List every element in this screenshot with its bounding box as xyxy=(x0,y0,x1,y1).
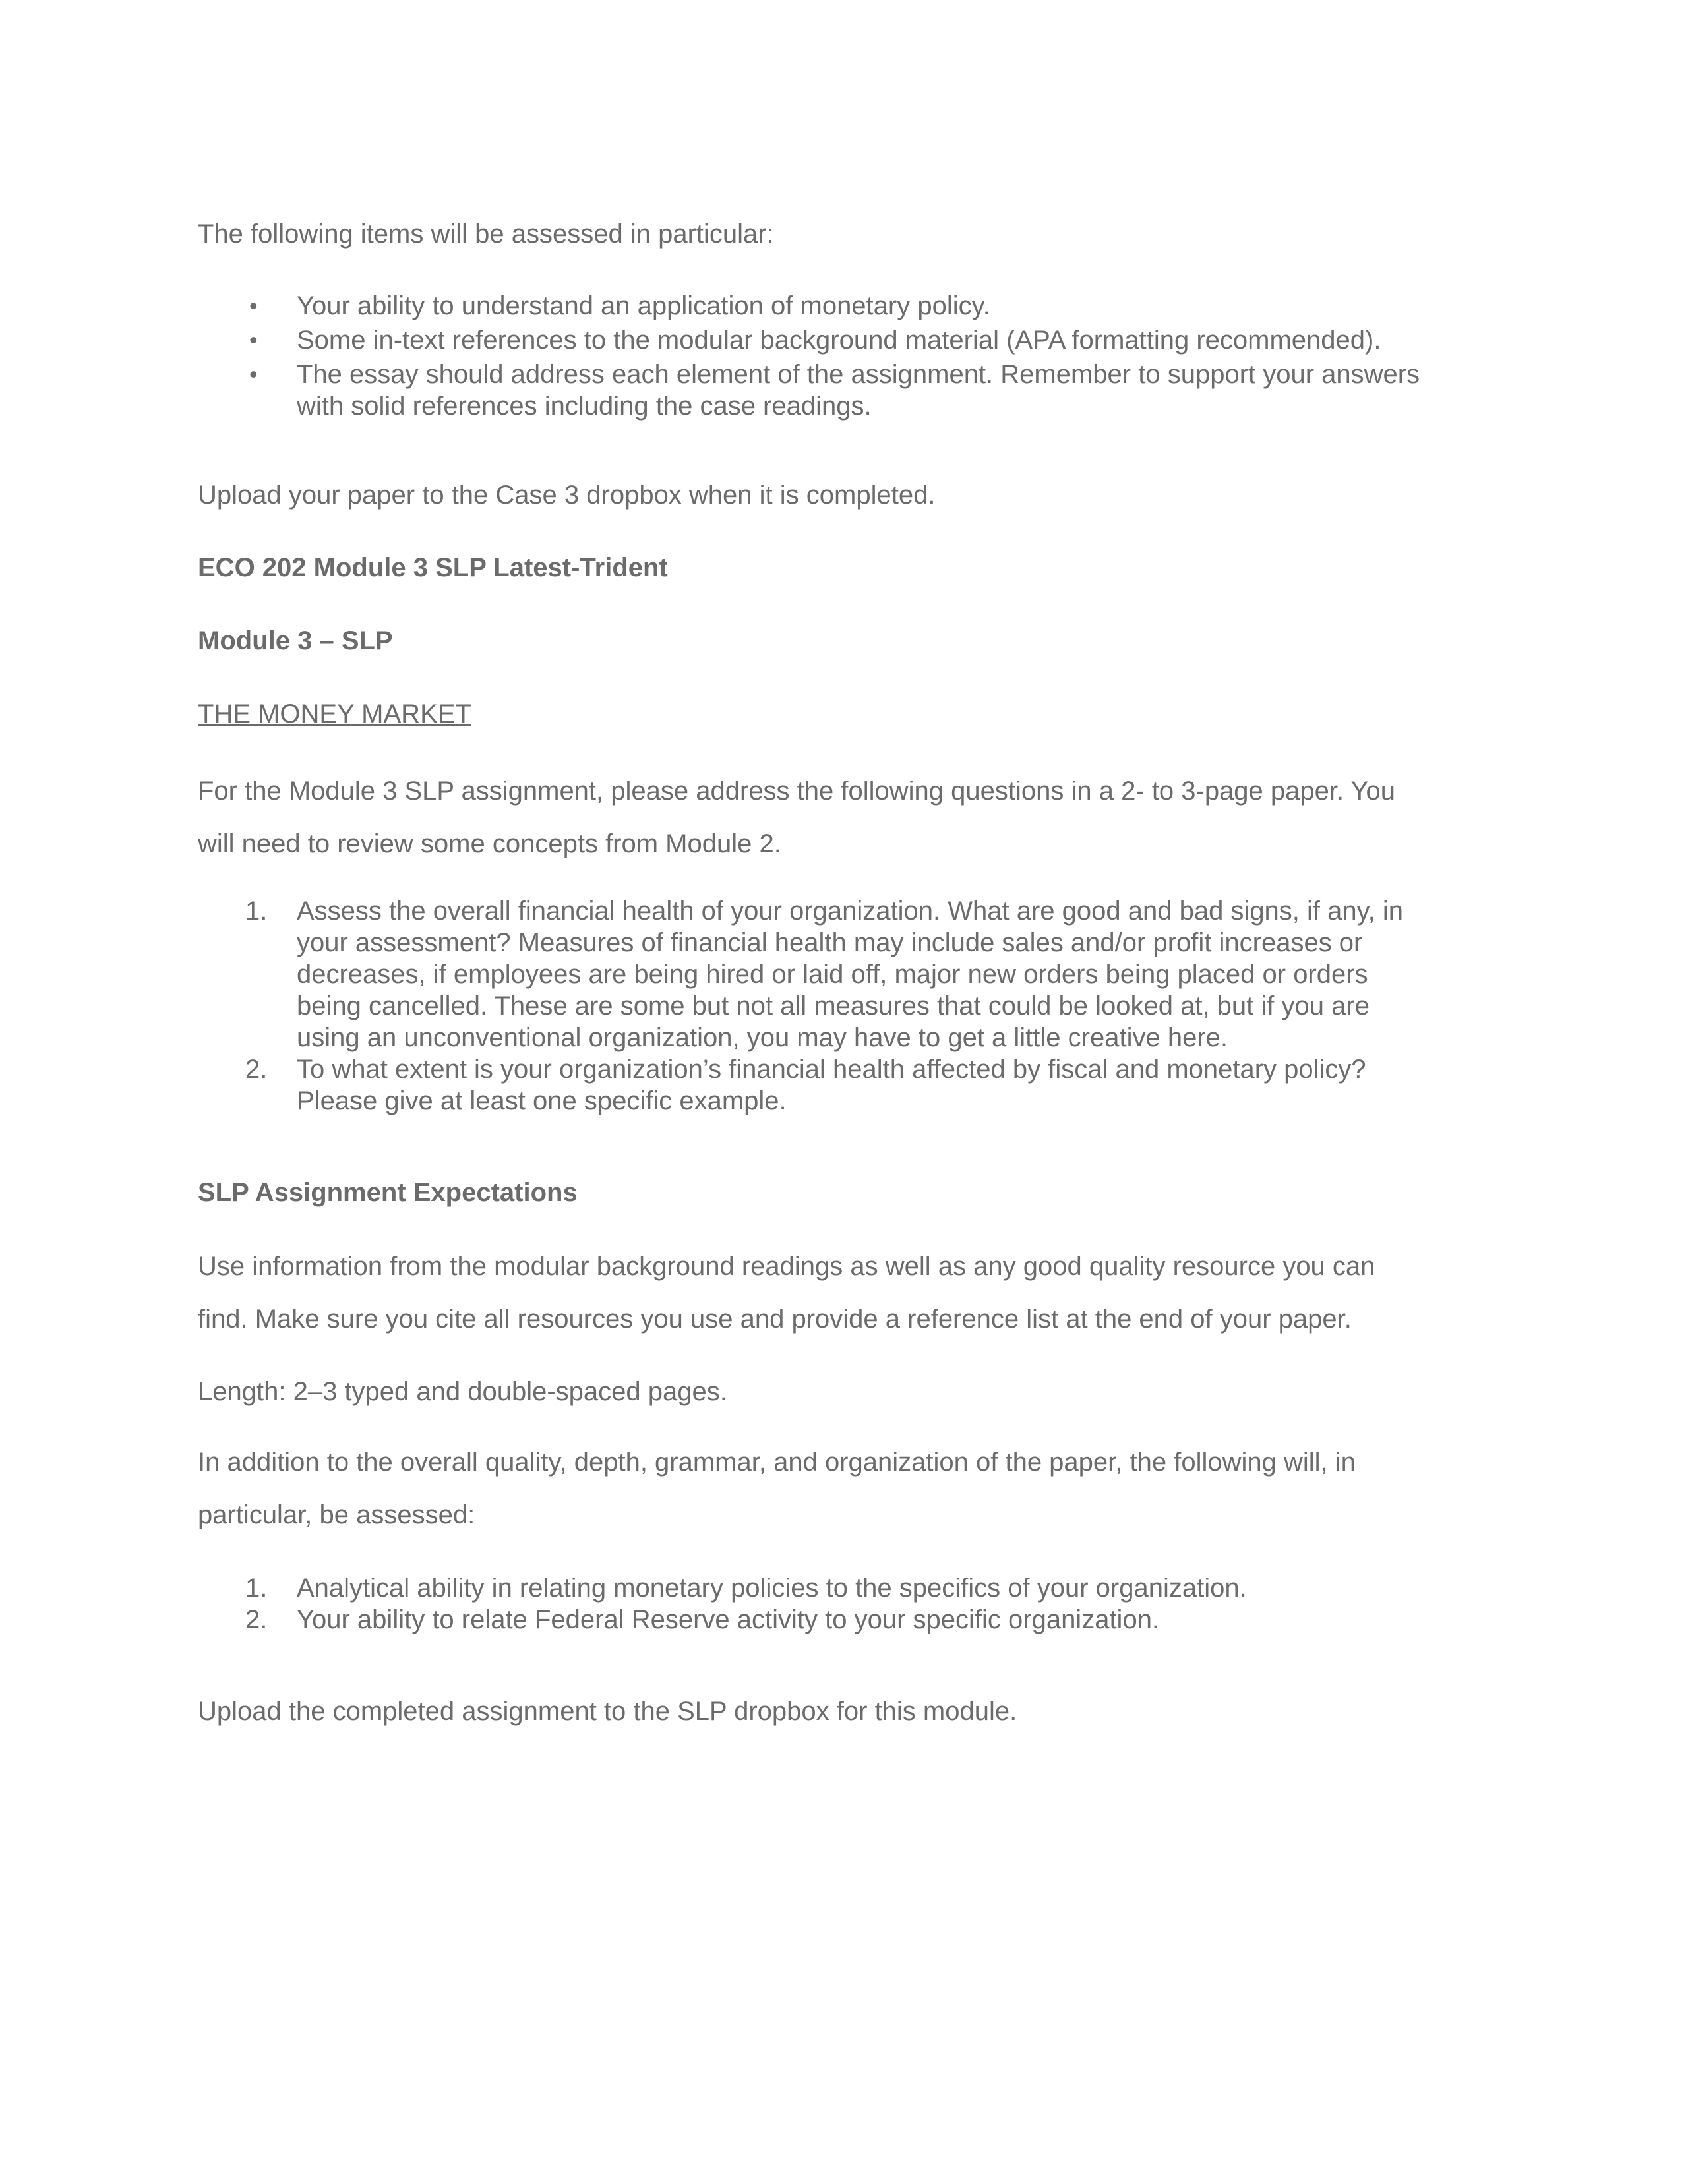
bullet-icon: • xyxy=(249,361,258,388)
use-information-paragraph: Use information from the modular background readings as well as any good quality resource you can find. Make sure you cite all resources you use and provide a reference list at the end of your paper. xyxy=(198,1252,1375,1334)
bullet-item: • The essay should address each element of the assignment. Remember to support your answers with solid references including the case readings. xyxy=(249,360,1420,421)
assessment-heading: The following items will be assessed in particular: xyxy=(198,220,774,249)
bullet-icon: • xyxy=(249,292,258,319)
list-item: 2. To what extent is your organization’s financial health affected by fiscal and monetary policy? Please give at least one specific example. xyxy=(245,1055,1366,1115)
course-title: ECO 202 Module 3 SLP Latest-Trident xyxy=(198,553,668,582)
case-upload-instruction: Upload your paper to the Case 3 dropbox when it is completed. xyxy=(198,481,936,510)
assessment-paragraph: In addition to the overall quality, depth, grammar, and organization of the paper, the following will, in particular, be assessed: xyxy=(198,1448,1356,1529)
length-requirement: Length: 2–3 typed and double-spaced pages. xyxy=(198,1377,727,1406)
slp-upload-instruction: Upload the completed assignment to the SLP dropbox for this module. xyxy=(198,1697,1017,1726)
assignment-question-list xyxy=(198,895,1403,1117)
list-item: 1. Analytical ability in relating monetary policies to the specifics of your organization. xyxy=(245,1574,1247,1603)
bullet-item: • Your ability to understand an application of monetary policy. xyxy=(249,291,990,320)
section-title: THE MONEY MARKET xyxy=(198,699,471,728)
list-item: 1. Assess the overall financial health of your organization. What are good and bad signs, if any, in your assessment? Measures of financial health may include sales and/or profit increases or decreases, if employees are being hired or laid off, major new orders being placed or orders being cancelled. These are some but not all measures that could be looked at, but if you are using an unconventional organization, you may have to get a little creative here. xyxy=(245,897,1404,1052)
list-item: 2. Your ability to relate Federal Reserve activity to your specific organization. xyxy=(245,1605,1160,1634)
bullet-item: • Some in-text references to the modular background material (APA formatting recommended). xyxy=(249,326,1381,355)
bullet-icon: • xyxy=(249,326,258,353)
criteria-list xyxy=(198,1572,1247,1636)
assessment-bullet-list xyxy=(198,290,1420,422)
expectations-heading: SLP Assignment Expectations xyxy=(198,1178,578,1207)
assignment-intro: For the Module 3 SLP assignment, please address the following questions in a 2- to 3-page paper. You will need to review some concepts from Module 2. xyxy=(198,777,1396,858)
module-title: Module 3 – SLP xyxy=(198,626,393,655)
